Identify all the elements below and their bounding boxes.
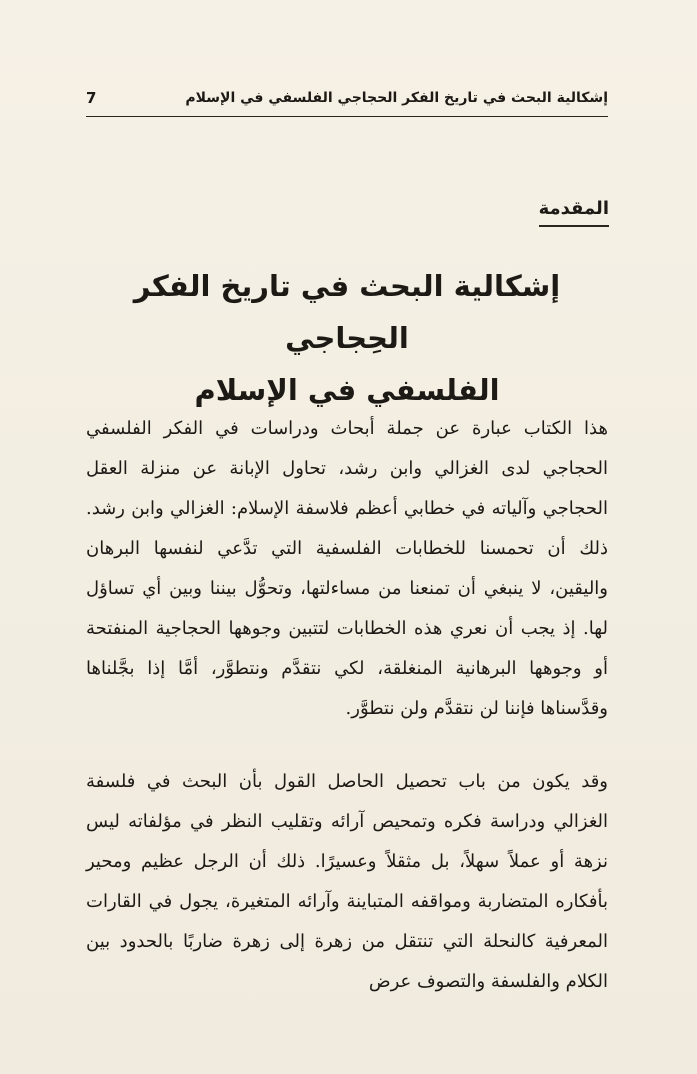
section-label: المقدمة [539, 198, 609, 227]
chapter-title: إشكالية البحث في تاريخ الفكر الحِجاجي الفلسفي في الإسلام [133, 269, 561, 407]
body-paragraph-1: هذا الكتاب عبارة عن جملة أبحاث ودراسات في الفكر الفلسفي الحجاجي لدى الغزالي وابن رشد، تحاول الإبانة عن منزلة العقل الحجاجي وآلياته في خطابي أعظم فلاسفة الإسلام: الغزالي وابن رشد. ذلك أن تحمسنا للخطابات الفلسفية التي تدَّعي لنفسها البرهان واليقين، لا ينبغي أن تمنعنا من مساءلتها، وتحوُّل بيننا وبين أي تساؤل لها. إذ يجب أن نعري هذه الخطابات لتتبين وجوهها الحجاجية المنفتحة أو وجوهها البرهانية المنغلقة، لكي نتقدَّم ونتطوَّر، أمَّا إذا بجَّلناها وقدَّسناها فإننا لن نتقدَّم ولن نتطوَّر. [86, 418, 608, 719]
running-header [86, 86, 608, 117]
body-paragraph-2: وقد يكون من باب تحصيل الحاصل القول بأن البحث في فلسفة الغزالي ودراسة فكره وتمحيص آرائه وتقليب النظر في مؤلفاته ليس نزهة أو عملاً سهلاً، بل مثقلاً وعسيرًا. ذلك أن الرجل عظيم ومحير بأفكاره المتضاربة ومواقفه المتباينة وآرائه المتغيرة، يجول في القارات المعرفية كالنحلة التي تنتقل من زهرة إلى زهرة ضاربًا بالحدود بين الكلام والفلسفة والتصوف عرض [86, 771, 608, 992]
running-header-title: إشكالية البحث في تاريخ الفكر الحجاجي الفلسفي في الإسلام [185, 90, 608, 106]
page-number: 7 [86, 89, 97, 107]
